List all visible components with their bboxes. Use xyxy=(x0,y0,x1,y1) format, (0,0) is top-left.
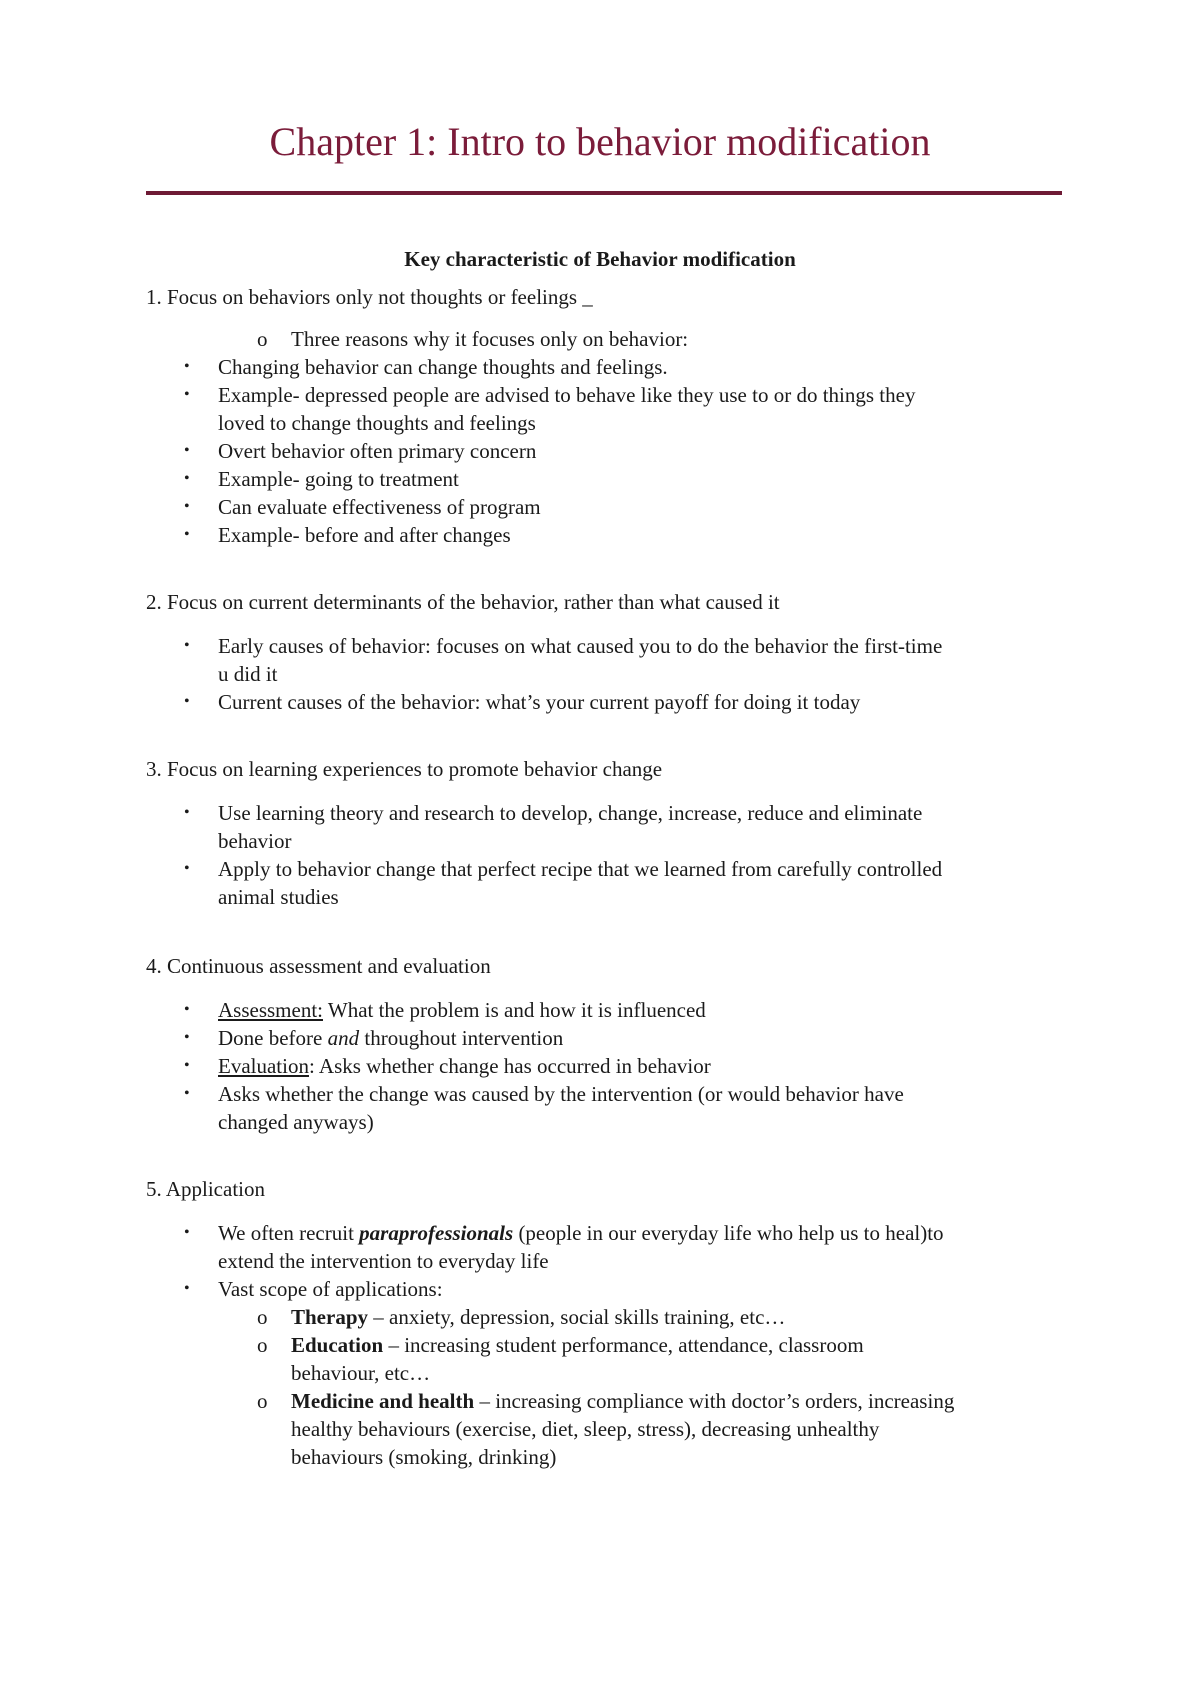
section-4-bullet-evaluation xyxy=(218,1053,711,1079)
section-5-heading: 5. Application xyxy=(146,1177,265,1201)
section-4-bullet: Asks whether the change was caused by the intervention (or would behavior have xyxy=(218,1082,904,1106)
bullet-marker: • xyxy=(184,386,190,403)
section-1-sub-item: Three reasons why it focuses only on behavior: xyxy=(291,327,689,351)
bullet-marker: • xyxy=(184,1085,190,1102)
section-2-bullet: Current causes of the behavior: what’s your current payoff for doing it today xyxy=(218,690,861,714)
done-text-pre: Done before xyxy=(218,1026,328,1050)
evaluation-term: Evaluation xyxy=(218,1054,309,1078)
section-1-bullet: Changing behavior can change thoughts and feelings. xyxy=(218,355,668,379)
application-medicine xyxy=(291,1388,954,1414)
section-2-bullet: Early causes of behavior: focuses on what caused you to do the behavior the first-time xyxy=(218,634,943,658)
bullet-marker: • xyxy=(184,526,190,543)
section-4-heading: 4. Continuous assessment and evaluation xyxy=(146,954,491,978)
section-1-bullet: Can evaluate effectiveness of program xyxy=(218,495,541,519)
para-text-pre: We often recruit xyxy=(218,1221,360,1245)
section-3-bullet: Use learning theory and research to develop, change, increase, reduce and eliminate xyxy=(218,801,923,825)
application-term: Education xyxy=(291,1333,384,1357)
section-1-heading: 1. Focus on behaviors only not thoughts or feelings _ xyxy=(146,285,593,309)
done-text-em: and xyxy=(327,1026,360,1050)
section-5-bullet-paraprofessionals xyxy=(218,1220,944,1246)
done-text-post: throughout intervention xyxy=(359,1026,564,1050)
section-3-heading: 3. Focus on learning experiences to promote behavior change xyxy=(146,757,663,781)
section-1-bullet: Example- depressed people are advised to behave like they use to or do things they xyxy=(218,383,916,407)
application-text: – anxiety, depression, social skills training, etc… xyxy=(368,1305,786,1329)
bullet-marker: • xyxy=(184,1280,190,1297)
application-text: – increasing student performance, attendance, classroom xyxy=(383,1333,864,1357)
application-term: Therapy xyxy=(291,1305,369,1329)
application-cont: healthy behaviours (exercise, diet, sleep, stress), decreasing unhealthy xyxy=(291,1417,880,1441)
section-1-bullet: Example- before and after changes xyxy=(218,523,511,547)
assessment-text: What the problem is and how it is influenced xyxy=(323,998,706,1022)
title-rule xyxy=(146,191,1062,195)
evaluation-text: : Asks whether change has occurred in behavior xyxy=(308,1054,711,1078)
application-text: – increasing compliance with doctor’s orders, increasing xyxy=(474,1389,955,1413)
bullet-marker: • xyxy=(184,498,190,515)
bullet-marker: • xyxy=(184,860,190,877)
bullet-marker: • xyxy=(184,470,190,487)
section-2-bullet-cont: u did it xyxy=(218,662,278,686)
bullet-marker: • xyxy=(184,1224,190,1241)
application-therapy xyxy=(291,1304,785,1330)
section-3-bullet-cont: behavior xyxy=(218,829,292,853)
circle-marker: o xyxy=(257,1389,268,1413)
application-term: Medicine and health xyxy=(291,1389,475,1413)
circle-marker: o xyxy=(257,1305,268,1329)
application-education xyxy=(291,1332,864,1358)
bullet-marker: • xyxy=(184,1001,190,1018)
section-1-bullet: Example- going to treatment xyxy=(218,467,459,491)
bullet-marker: • xyxy=(184,442,190,459)
section-1-bullet-cont: loved to change thoughts and feelings xyxy=(218,411,536,435)
section-5-bullet-cont: extend the intervention to everyday life xyxy=(218,1249,549,1273)
subheading: Key characteristic of Behavior modification xyxy=(404,247,796,271)
para-term: paraprofessionals xyxy=(359,1221,514,1245)
circle-marker: o xyxy=(257,327,268,351)
section-4-bullet-done xyxy=(218,1025,563,1051)
bullet-marker: • xyxy=(184,1029,190,1046)
page-title: Chapter 1: Intro to behavior modification xyxy=(269,119,931,164)
bullet-marker: • xyxy=(184,637,190,654)
circle-marker: o xyxy=(257,1333,268,1357)
section-1-bullet: Overt behavior often primary concern xyxy=(218,439,537,463)
bullet-marker: • xyxy=(184,693,190,710)
application-cont: behaviours (smoking, drinking) xyxy=(291,1445,557,1469)
bullet-marker: • xyxy=(184,1057,190,1074)
bullet-marker: • xyxy=(184,358,190,375)
para-text-post: (people in our everyday life who help us to heal)to xyxy=(513,1221,944,1245)
section-3-bullet: Apply to behavior change that perfect recipe that we learned from carefully controlled xyxy=(218,857,943,881)
application-cont: behaviour, etc… xyxy=(291,1361,431,1385)
assessment-term: Assessment: xyxy=(218,998,323,1022)
section-3-bullet-cont: animal studies xyxy=(218,885,339,909)
section-2-heading: 2. Focus on current determinants of the behavior, rather than what caused it xyxy=(146,590,780,614)
section-5-bullet: Vast scope of applications: xyxy=(218,1277,443,1301)
section-4-bullet-assessment xyxy=(218,997,706,1023)
bullet-marker: • xyxy=(184,804,190,821)
section-4-bullet-cont: changed anyways) xyxy=(218,1110,374,1134)
